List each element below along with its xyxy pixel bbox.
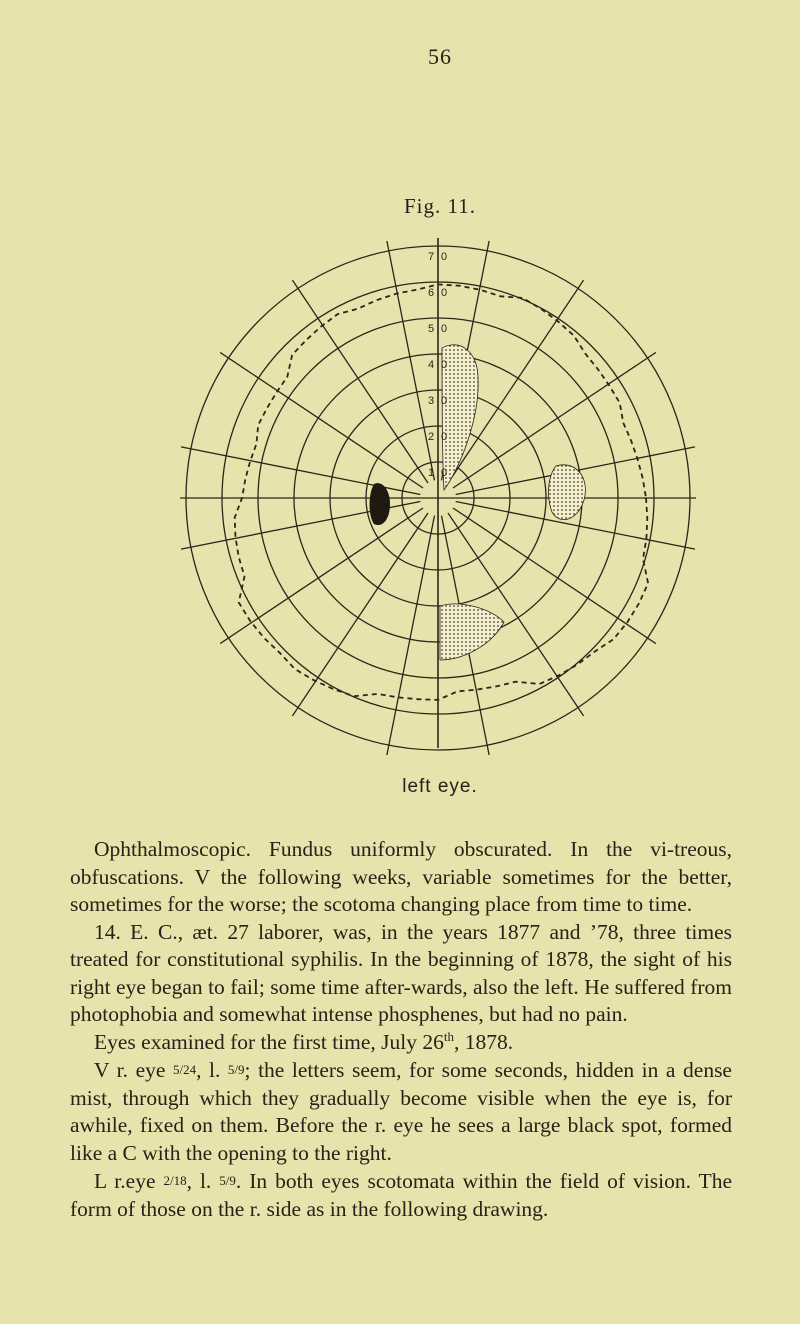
p3-post: , 1878. — [454, 1029, 514, 1054]
fraction-r-eye-2: 2/18 — [163, 1173, 187, 1188]
p4-b: , l. — [196, 1058, 228, 1082]
paragraph-4 — [70, 1056, 732, 1167]
scotoma-right — [549, 465, 586, 520]
p5-a: L r.eye — [94, 1169, 164, 1193]
circle-number: 5 — [428, 323, 435, 335]
meridian-line — [220, 352, 423, 488]
fraction-r-eye: 5/24 — [172, 1062, 197, 1077]
paragraph-2: 14. E. C., æt. 27 laborer, was, in the years 1877 and ’78, three times treated for constitutional syphilis. In the beginning of 1878, the sight of his right eye began to fail; some time after-wards, also the left. He suffered from photophobia and somewhat intense phosphenes, but had no pain. — [70, 919, 732, 1026]
paragraph-5 — [70, 1167, 732, 1223]
circle-number: 1 — [428, 467, 435, 479]
zero-mark: 0 — [441, 395, 448, 407]
circle-number: 3 — [428, 395, 435, 407]
paragraph-3 — [70, 1029, 732, 1057]
eye-label: left eye. — [402, 776, 478, 797]
circle-number: 6 — [428, 287, 435, 299]
circle-number: 7 — [428, 251, 435, 263]
zero-mark: 0 — [441, 287, 448, 299]
visual-field-diagram — [160, 228, 720, 768]
circle-number: 2 — [428, 431, 435, 443]
scotoma-lower — [440, 604, 504, 660]
meridian-line — [220, 508, 423, 644]
p5-b: , l. — [186, 1169, 220, 1193]
fraction-l-eye: 5/9 — [227, 1062, 245, 1077]
circle-number: 4 — [428, 359, 435, 371]
figure-caption: Fig. 11. — [404, 194, 476, 218]
p4-c: ; the letters seem, for some seconds, hidden in a dense mist, through which they gradually become visible when the eye is, for awhile, fixed on them. Before the r. eye he sees a large black spot, formed like a C with the opening to the right. — [70, 1058, 732, 1165]
fraction-l-eye-2: 5/9 — [219, 1173, 236, 1188]
zero-mark: 0 — [441, 323, 448, 335]
page-number: 56 — [428, 44, 452, 69]
p3-sup: th — [443, 1028, 455, 1044]
p5-c: . In both eyes scotomata within the field of vision. The form of those on the r. side as in the following drawing. — [70, 1169, 732, 1221]
scotoma-upper — [442, 345, 478, 490]
meridian-line — [292, 280, 428, 483]
p4-a: V r. eye — [94, 1058, 173, 1082]
paragraph-1: Ophthalmoscopic. Fundus uniformly obscurated. In the vi-treous, obfuscations. V the following weeks, variable sometimes for the better, sometimes for the worse; the scotoma changing place from time to time. — [70, 837, 732, 916]
p3-text: Eyes examined for the first time, July 26 — [94, 1029, 444, 1054]
blind-spot — [370, 483, 391, 525]
zero-mark: 0 — [441, 431, 448, 443]
zero-mark: 0 — [441, 467, 448, 479]
meridian-line — [292, 513, 428, 716]
body-text — [70, 836, 732, 1223]
zero-mark: 0 — [441, 251, 448, 263]
zero-mark: 0 — [441, 359, 448, 371]
